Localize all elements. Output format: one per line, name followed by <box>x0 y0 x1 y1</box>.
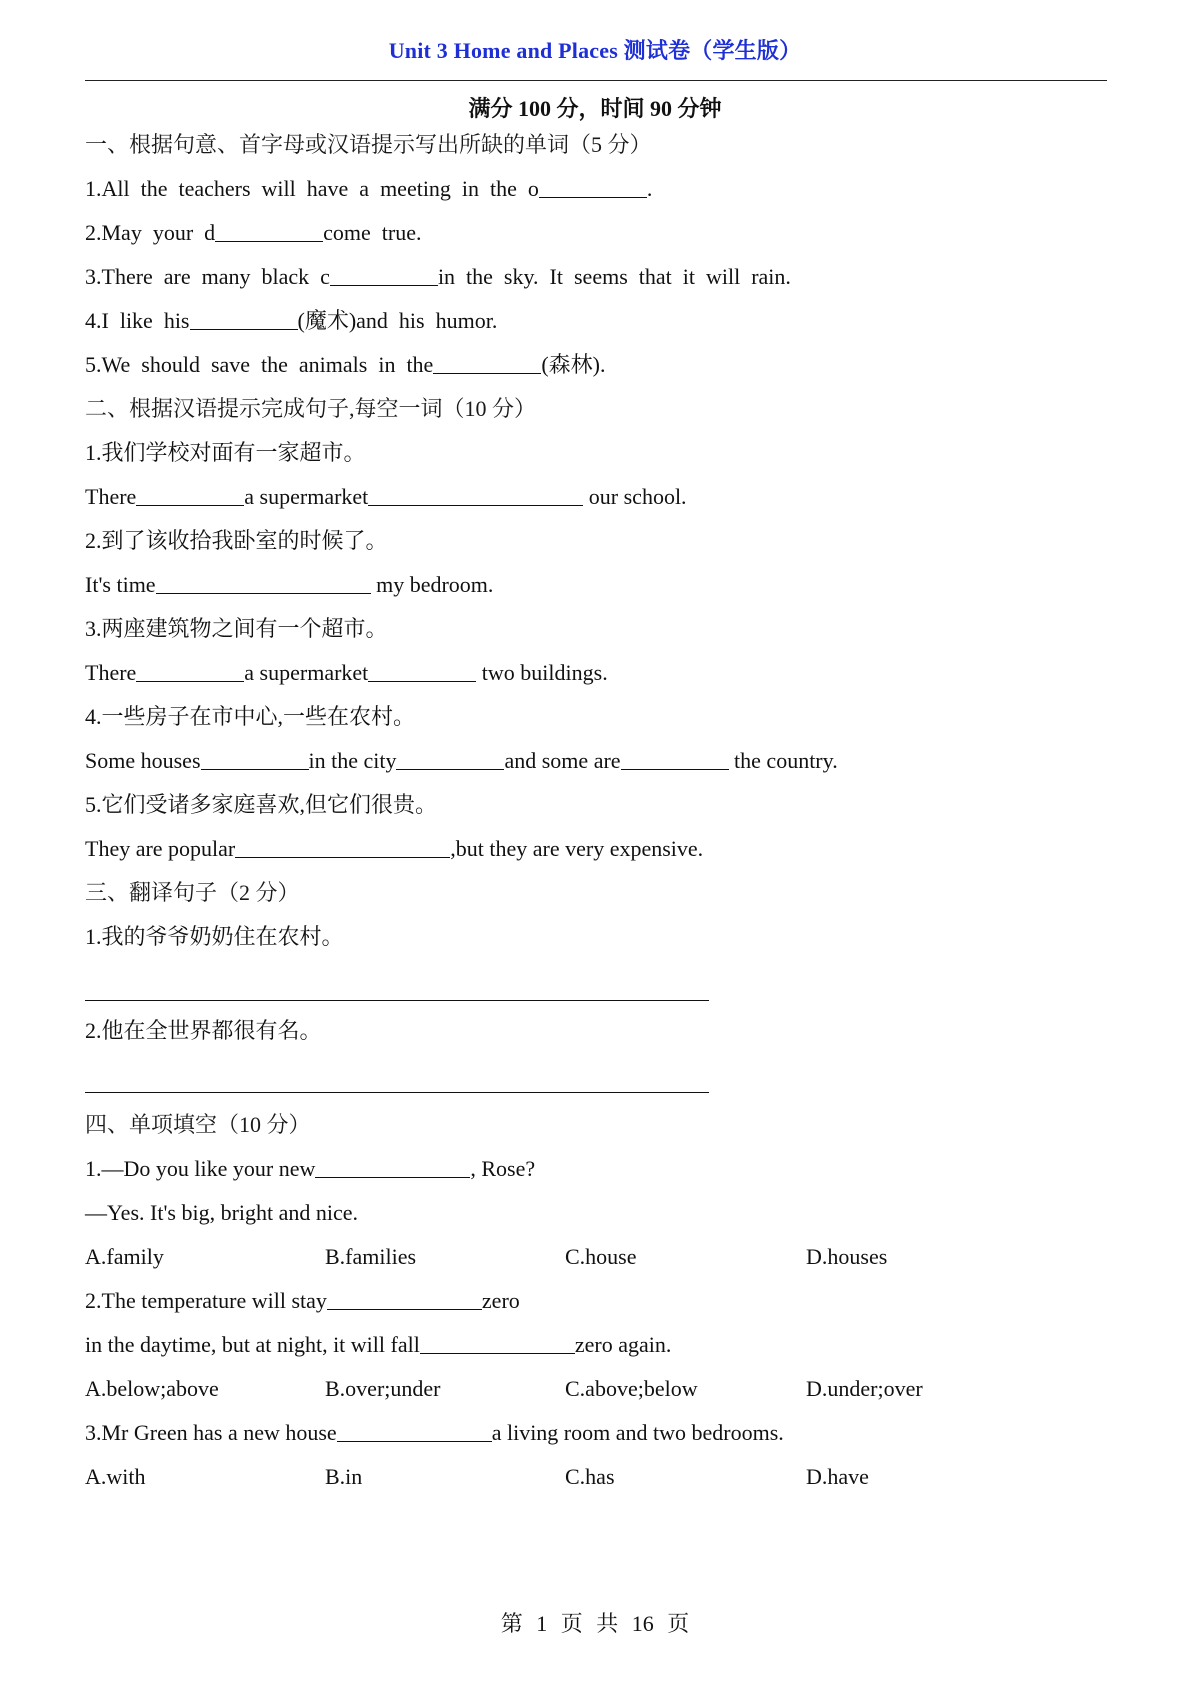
option-b[interactable]: B.over;under <box>325 1376 441 1401</box>
question-2-5-sentence: They are popular ,but they are very expensive. <box>85 836 704 861</box>
option-a[interactable]: A.with <box>85 1464 146 1489</box>
question-2-4-prompt: 4.一些房子在市中心,一些在农村。 <box>85 704 416 729</box>
answer-blank[interactable] <box>337 1419 492 1442</box>
question-2-3-prompt: 3.两座建筑物之间有一个超市。 <box>85 616 388 641</box>
question-3-1-prompt: 1.我的爷爷奶奶住在农村。 <box>85 924 344 949</box>
question-2-3-sentence: There a supermarket two buildings. <box>85 660 608 685</box>
option-b[interactable]: B.families <box>325 1244 417 1269</box>
section-4-heading: 四、单项填空（10 分） <box>85 1112 311 1137</box>
option-d[interactable]: D.have <box>806 1464 869 1489</box>
option-d[interactable]: D.houses <box>806 1244 888 1269</box>
question-2-2-sentence: It's time my bedroom. <box>85 572 494 597</box>
document-header-title: Unit 3 Home and Places 测试卷（学生版） <box>388 38 802 63</box>
option-a[interactable]: A.family <box>85 1244 164 1269</box>
question-1-2: 2.May your d come true. <box>85 220 422 245</box>
answer-blank[interactable] <box>315 1155 470 1178</box>
translation-answer-line[interactable] <box>85 1092 709 1093</box>
question-1-5: 5.We should save the animals in the (森林). <box>85 352 606 377</box>
answer-blank[interactable] <box>368 659 476 682</box>
answer-blank[interactable] <box>621 747 729 770</box>
page-number: 第 1 页 共 16 页 <box>500 1611 690 1636</box>
question-2-4-sentence: Some houses in the city and some are the country. <box>85 748 838 773</box>
question-1-4: 4.I like his (魔术)and his humor. <box>85 308 498 333</box>
question-4-1-stem: 1.—Do you like your new , Rose? <box>85 1156 536 1181</box>
answer-blank[interactable] <box>235 835 450 858</box>
question-4-2-stem-cont: in the daytime, but at night, it will fall zero again. <box>85 1332 672 1357</box>
answer-blank[interactable] <box>330 263 438 286</box>
question-1-1: 1.All the teachers will have a meeting in the o . <box>85 176 653 201</box>
answer-blank[interactable] <box>136 483 244 506</box>
exam-subtitle: 满分 100 分，时间 90 分钟 <box>468 96 722 121</box>
answer-blank[interactable] <box>156 571 371 594</box>
answer-blank[interactable] <box>215 219 323 242</box>
option-b[interactable]: B.in <box>325 1464 363 1489</box>
option-a[interactable]: A.below;above <box>85 1376 219 1401</box>
question-2-1-sentence: There a supermarket our school. <box>85 484 687 509</box>
answer-blank[interactable] <box>420 1331 575 1354</box>
answer-blank[interactable] <box>433 351 541 374</box>
answer-blank[interactable] <box>396 747 504 770</box>
option-c[interactable]: C.above;below <box>565 1376 698 1401</box>
section-1-heading: 一、根据句意、首字母或汉语提示写出所缺的单词（5 分） <box>85 132 652 157</box>
translation-answer-line[interactable] <box>85 1000 709 1001</box>
answer-blank[interactable] <box>190 307 298 330</box>
section-3-heading: 三、翻译句子（2 分） <box>85 880 300 905</box>
answer-blank[interactable] <box>368 483 583 506</box>
question-2-5-prompt: 5.它们受诸多家庭喜欢,但它们很贵。 <box>85 792 438 817</box>
section-2-heading: 二、根据汉语提示完成句子,每空一词（10 分） <box>85 396 537 421</box>
question-4-3-stem: 3.Mr Green has a new house a living room and two bedrooms. <box>85 1420 784 1445</box>
answer-blank[interactable] <box>201 747 309 770</box>
question-3-2-prompt: 2.他在全世界都很有名。 <box>85 1018 322 1043</box>
question-2-1-prompt: 1.我们学校对面有一家超市。 <box>85 440 366 465</box>
answer-blank[interactable] <box>539 175 647 198</box>
option-c[interactable]: C.has <box>565 1464 615 1489</box>
header-divider <box>85 80 1107 81</box>
answer-blank[interactable] <box>136 659 244 682</box>
question-4-2-stem: 2.The temperature will stay zero <box>85 1288 520 1313</box>
option-d[interactable]: D.under;over <box>806 1376 923 1401</box>
question-1-3: 3.There are many black c in the sky. It seems that it will rain. <box>85 264 791 289</box>
option-c[interactable]: C.house <box>565 1244 637 1269</box>
answer-blank[interactable] <box>327 1287 482 1310</box>
question-2-2-prompt: 2.到了该收拾我卧室的时候了。 <box>85 528 388 553</box>
question-4-1-reply: —Yes. It's big, bright and nice. <box>85 1200 359 1225</box>
